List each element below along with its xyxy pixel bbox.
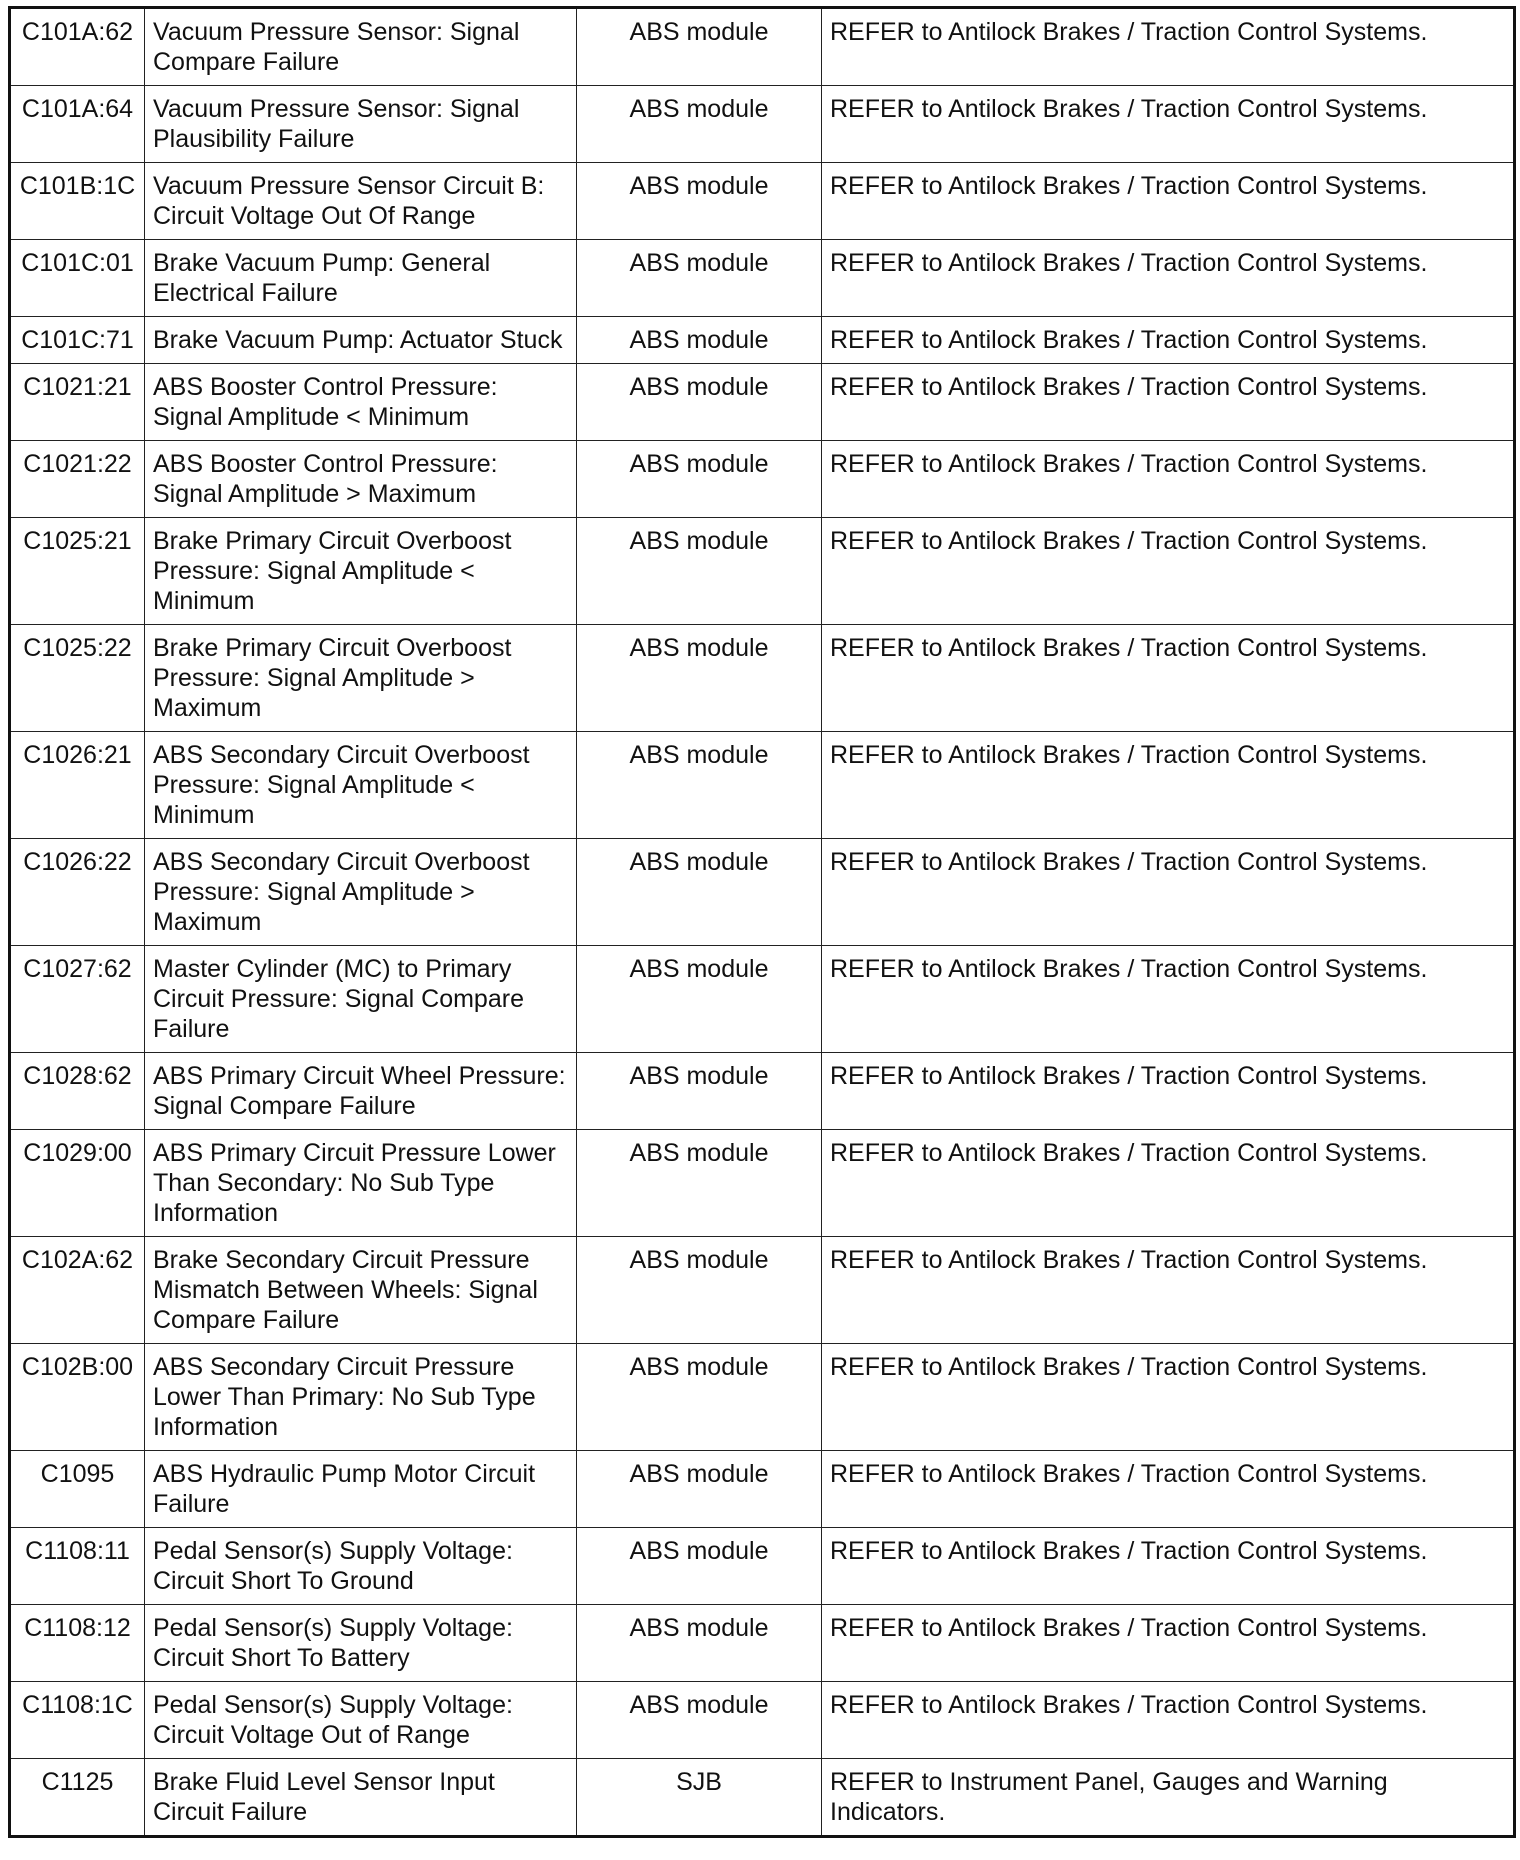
table-row bbox=[10, 625, 1515, 732]
dtc-code: C1026:22 bbox=[10, 839, 145, 946]
table-row bbox=[10, 946, 1515, 1053]
dtc-description: Vacuum Pressure Sensor: Signal Plausibility Failure bbox=[145, 86, 577, 163]
dtc-module: ABS module bbox=[577, 1344, 822, 1451]
dtc-action: REFER to Antilock Brakes / Traction Control Systems. bbox=[822, 1344, 1515, 1451]
table-row bbox=[10, 518, 1515, 625]
dtc-table bbox=[8, 6, 1516, 1838]
dtc-action: REFER to Antilock Brakes / Traction Control Systems. bbox=[822, 8, 1515, 86]
table-row bbox=[10, 732, 1515, 839]
dtc-code: C1027:62 bbox=[10, 946, 145, 1053]
dtc-action: REFER to Antilock Brakes / Traction Control Systems. bbox=[822, 1237, 1515, 1344]
dtc-module: ABS module bbox=[577, 1528, 822, 1605]
dtc-module: ABS module bbox=[577, 1053, 822, 1130]
dtc-action: REFER to Instrument Panel, Gauges and Warning Indicators. bbox=[822, 1759, 1515, 1837]
dtc-description: Pedal Sensor(s) Supply Voltage: Circuit Short To Ground bbox=[145, 1528, 577, 1605]
dtc-module: ABS module bbox=[577, 839, 822, 946]
dtc-action: REFER to Antilock Brakes / Traction Control Systems. bbox=[822, 946, 1515, 1053]
dtc-code: C102A:62 bbox=[10, 1237, 145, 1344]
dtc-module: ABS module bbox=[577, 946, 822, 1053]
dtc-code: C1108:12 bbox=[10, 1605, 145, 1682]
dtc-action: REFER to Antilock Brakes / Traction Control Systems. bbox=[822, 1130, 1515, 1237]
dtc-module: ABS module bbox=[577, 240, 822, 317]
dtc-action: REFER to Antilock Brakes / Traction Control Systems. bbox=[822, 1605, 1515, 1682]
dtc-table-body bbox=[10, 8, 1515, 1837]
table-row bbox=[10, 1605, 1515, 1682]
dtc-module: ABS module bbox=[577, 732, 822, 839]
table-row bbox=[10, 364, 1515, 441]
dtc-description: ABS Booster Control Pressure: Signal Amplitude > Maximum bbox=[145, 441, 577, 518]
dtc-description: ABS Hydraulic Pump Motor Circuit Failure bbox=[145, 1451, 577, 1528]
dtc-code: C1025:22 bbox=[10, 625, 145, 732]
dtc-code: C1108:1C bbox=[10, 1682, 145, 1759]
dtc-description: Vacuum Pressure Sensor Circuit B: Circuit Voltage Out Of Range bbox=[145, 163, 577, 240]
dtc-code: C1028:62 bbox=[10, 1053, 145, 1130]
table-row bbox=[10, 441, 1515, 518]
dtc-description: Pedal Sensor(s) Supply Voltage: Circuit Short To Battery bbox=[145, 1605, 577, 1682]
dtc-description: ABS Secondary Circuit Overboost Pressure: Signal Amplitude > Maximum bbox=[145, 839, 577, 946]
dtc-description: Brake Fluid Level Sensor Input Circuit Failure bbox=[145, 1759, 577, 1837]
dtc-code: C1108:11 bbox=[10, 1528, 145, 1605]
dtc-action: REFER to Antilock Brakes / Traction Control Systems. bbox=[822, 1528, 1515, 1605]
dtc-code: C101A:62 bbox=[10, 8, 145, 86]
table-row bbox=[10, 1130, 1515, 1237]
dtc-description: ABS Primary Circuit Pressure Lower Than Secondary: No Sub Type Information bbox=[145, 1130, 577, 1237]
dtc-code: C1125 bbox=[10, 1759, 145, 1837]
table-row bbox=[10, 1451, 1515, 1528]
dtc-action: REFER to Antilock Brakes / Traction Control Systems. bbox=[822, 1451, 1515, 1528]
dtc-module: ABS module bbox=[577, 625, 822, 732]
dtc-module: ABS module bbox=[577, 8, 822, 86]
dtc-module: ABS module bbox=[577, 518, 822, 625]
dtc-code: C1025:21 bbox=[10, 518, 145, 625]
dtc-action: REFER to Antilock Brakes / Traction Control Systems. bbox=[822, 839, 1515, 946]
dtc-action: REFER to Antilock Brakes / Traction Control Systems. bbox=[822, 317, 1515, 364]
dtc-module: ABS module bbox=[577, 364, 822, 441]
table-row bbox=[10, 1682, 1515, 1759]
dtc-description: Brake Secondary Circuit Pressure Mismatch Between Wheels: Signal Compare Failure bbox=[145, 1237, 577, 1344]
dtc-action: REFER to Antilock Brakes / Traction Control Systems. bbox=[822, 86, 1515, 163]
dtc-module: ABS module bbox=[577, 317, 822, 364]
dtc-module: SJB bbox=[577, 1759, 822, 1837]
dtc-code: C1029:00 bbox=[10, 1130, 145, 1237]
dtc-action: REFER to Antilock Brakes / Traction Control Systems. bbox=[822, 163, 1515, 240]
table-row bbox=[10, 1344, 1515, 1451]
dtc-table-page bbox=[8, 6, 1513, 1838]
dtc-module: ABS module bbox=[577, 1682, 822, 1759]
dtc-action: REFER to Antilock Brakes / Traction Control Systems. bbox=[822, 625, 1515, 732]
dtc-action: REFER to Antilock Brakes / Traction Control Systems. bbox=[822, 240, 1515, 317]
dtc-action: REFER to Antilock Brakes / Traction Control Systems. bbox=[822, 364, 1515, 441]
dtc-module: ABS module bbox=[577, 1237, 822, 1344]
dtc-description: Vacuum Pressure Sensor: Signal Compare Failure bbox=[145, 8, 577, 86]
dtc-code: C1095 bbox=[10, 1451, 145, 1528]
table-row bbox=[10, 1237, 1515, 1344]
dtc-module: ABS module bbox=[577, 86, 822, 163]
dtc-module: ABS module bbox=[577, 163, 822, 240]
dtc-description: Master Cylinder (MC) to Primary Circuit Pressure: Signal Compare Failure bbox=[145, 946, 577, 1053]
dtc-module: ABS module bbox=[577, 1451, 822, 1528]
dtc-module: ABS module bbox=[577, 1130, 822, 1237]
dtc-code: C101C:01 bbox=[10, 240, 145, 317]
dtc-action: REFER to Antilock Brakes / Traction Control Systems. bbox=[822, 1053, 1515, 1130]
dtc-action: REFER to Antilock Brakes / Traction Control Systems. bbox=[822, 1682, 1515, 1759]
dtc-code: C101B:1C bbox=[10, 163, 145, 240]
dtc-code: C1021:21 bbox=[10, 364, 145, 441]
dtc-description: Brake Primary Circuit Overboost Pressure: Signal Amplitude < Minimum bbox=[145, 518, 577, 625]
table-row bbox=[10, 1528, 1515, 1605]
table-row bbox=[10, 1759, 1515, 1837]
dtc-description: ABS Booster Control Pressure: Signal Amplitude < Minimum bbox=[145, 364, 577, 441]
dtc-module: ABS module bbox=[577, 441, 822, 518]
dtc-description: Brake Vacuum Pump: General Electrical Failure bbox=[145, 240, 577, 317]
table-row bbox=[10, 839, 1515, 946]
table-row bbox=[10, 317, 1515, 364]
dtc-description: ABS Secondary Circuit Overboost Pressure: Signal Amplitude < Minimum bbox=[145, 732, 577, 839]
table-row bbox=[10, 240, 1515, 317]
dtc-description: ABS Secondary Circuit Pressure Lower Than Primary: No Sub Type Information bbox=[145, 1344, 577, 1451]
table-row bbox=[10, 86, 1515, 163]
dtc-action: REFER to Antilock Brakes / Traction Control Systems. bbox=[822, 441, 1515, 518]
dtc-description: ABS Primary Circuit Wheel Pressure: Signal Compare Failure bbox=[145, 1053, 577, 1130]
dtc-code: C102B:00 bbox=[10, 1344, 145, 1451]
dtc-description: Pedal Sensor(s) Supply Voltage: Circuit Voltage Out of Range bbox=[145, 1682, 577, 1759]
table-row bbox=[10, 8, 1515, 86]
dtc-code: C1026:21 bbox=[10, 732, 145, 839]
dtc-action: REFER to Antilock Brakes / Traction Control Systems. bbox=[822, 732, 1515, 839]
dtc-code: C101C:71 bbox=[10, 317, 145, 364]
dtc-code: C101A:64 bbox=[10, 86, 145, 163]
dtc-code: C1021:22 bbox=[10, 441, 145, 518]
dtc-action: REFER to Antilock Brakes / Traction Control Systems. bbox=[822, 518, 1515, 625]
table-row bbox=[10, 1053, 1515, 1130]
dtc-description: Brake Vacuum Pump: Actuator Stuck bbox=[145, 317, 577, 364]
table-row bbox=[10, 163, 1515, 240]
dtc-module: ABS module bbox=[577, 1605, 822, 1682]
dtc-description: Brake Primary Circuit Overboost Pressure: Signal Amplitude > Maximum bbox=[145, 625, 577, 732]
